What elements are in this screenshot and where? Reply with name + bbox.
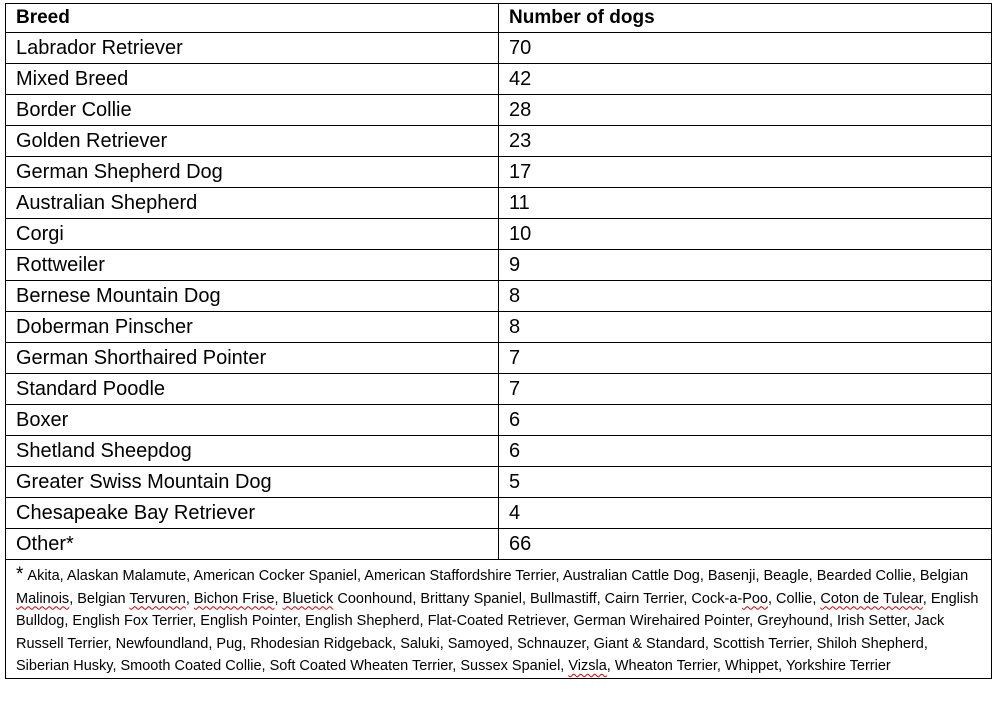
footnote-segment: , Collie, (768, 590, 821, 607)
count-cell: 8 (499, 281, 992, 312)
table-row (6, 64, 992, 95)
table-row (6, 219, 992, 250)
table-row (6, 157, 992, 188)
spellcheck-word: Bichon Frise (193, 590, 275, 607)
footnote-segment: , Wheaton Terrier, Whippet, Yorkshire Terrier (606, 658, 891, 674)
breed-cell: Greater Swiss Mountain Dog (6, 467, 499, 498)
spellcheck-word: Vizsla (568, 658, 607, 674)
breed-cell: Labrador Retriever (6, 33, 499, 64)
count-cell: 66 (499, 529, 992, 560)
breed-cell: Mixed Breed (6, 64, 499, 95)
count-cell: 28 (499, 95, 992, 126)
table-row (6, 529, 992, 560)
table-body (6, 33, 992, 679)
breed-cell: Border Collie (6, 95, 499, 126)
footnote-segment: , Belgian (69, 590, 130, 607)
breed-cell: Bernese Mountain Dog (6, 281, 499, 312)
breed-cell: Boxer (6, 405, 499, 436)
spellcheck-word: Malinois (16, 590, 70, 607)
spellcheck-word: Tervuren (129, 590, 186, 607)
count-cell: 17 (499, 157, 992, 188)
table-row (6, 467, 992, 498)
table-row (6, 405, 992, 436)
count-cell: 5 (499, 467, 992, 498)
breed-cell: Doberman Pinscher (6, 312, 499, 343)
footnote-text (6, 560, 992, 679)
table-row (6, 95, 992, 126)
count-cell: 8 (499, 312, 992, 343)
table-row (6, 281, 992, 312)
count-cell: 42 (499, 64, 992, 95)
breed-cell: German Shorthaired Pointer (6, 343, 499, 374)
column-header-breed: Breed (6, 4, 499, 33)
breed-cell: Other* (6, 529, 499, 560)
footnote-segment: Coonhound, Brittany Spaniel, Bullmastiff, Cairn Terrier, Cock-a- (333, 590, 743, 607)
spellcheck-word: Bluetick (282, 590, 334, 607)
table-row (6, 312, 992, 343)
count-cell: 23 (499, 126, 992, 157)
table-row (6, 498, 992, 529)
count-cell: 4 (499, 498, 992, 529)
table-header-row (6, 4, 992, 33)
table-row (6, 126, 992, 157)
count-cell: 6 (499, 436, 992, 467)
count-cell: 10 (499, 219, 992, 250)
spellcheck-word: Poo (742, 590, 768, 607)
count-cell: 6 (499, 405, 992, 436)
table-row (6, 343, 992, 374)
breed-cell: Australian Shepherd (6, 188, 499, 219)
table-row (6, 250, 992, 281)
table-row (6, 188, 992, 219)
count-cell: 7 (499, 343, 992, 374)
breed-cell: Golden Retriever (6, 126, 499, 157)
footnote-body (16, 568, 978, 674)
spellcheck-word: Coton de Tulear (820, 590, 923, 607)
footnote-row (6, 560, 992, 679)
footnote-marker: * (16, 564, 24, 585)
footnote-segment: , (185, 590, 194, 607)
breed-cell: Shetland Sheepdog (6, 436, 499, 467)
table-row (6, 33, 992, 64)
count-cell: 9 (499, 250, 992, 281)
breed-cell: Rottweiler (6, 250, 499, 281)
breed-cell: Standard Poodle (6, 374, 499, 405)
footnote-segment: Akita, Alaskan Malamute, American Cocker Spaniel, American Staffordshire Terrier, Australian Cattle Dog, Basenji, Beagle, Bearded Collie, Belgian (27, 568, 969, 584)
breed-cell: German Shepherd Dog (6, 157, 499, 188)
footnote-segment: , English Bulldog, English Fox Terrier, English Pointer, English Shepherd, Flat-Coated Retriever, German Wirehaired Pointer, Greyhound, Irish Setter, Jack Russell Terrier, Newfoundland, Pug, Rhodesian Ridgeback, Saluki, Samoyed, Schnauzer, Giant & Standard, Scottish Terrier, Shiloh Shepherd, Siberian Husky, Smooth Coated Collie, Soft Coated Wheaten Terrier, Sussex Spaniel, (16, 590, 979, 674)
column-header-count: Number of dogs (499, 4, 992, 33)
table-row (6, 436, 992, 467)
table-row (6, 374, 992, 405)
count-cell: 7 (499, 374, 992, 405)
breed-cell: Chesapeake Bay Retriever (6, 498, 499, 529)
breed-count-table (5, 3, 992, 679)
count-cell: 70 (499, 33, 992, 64)
breed-cell: Corgi (6, 219, 499, 250)
footnote-segment: , (274, 590, 283, 607)
count-cell: 11 (499, 188, 992, 219)
